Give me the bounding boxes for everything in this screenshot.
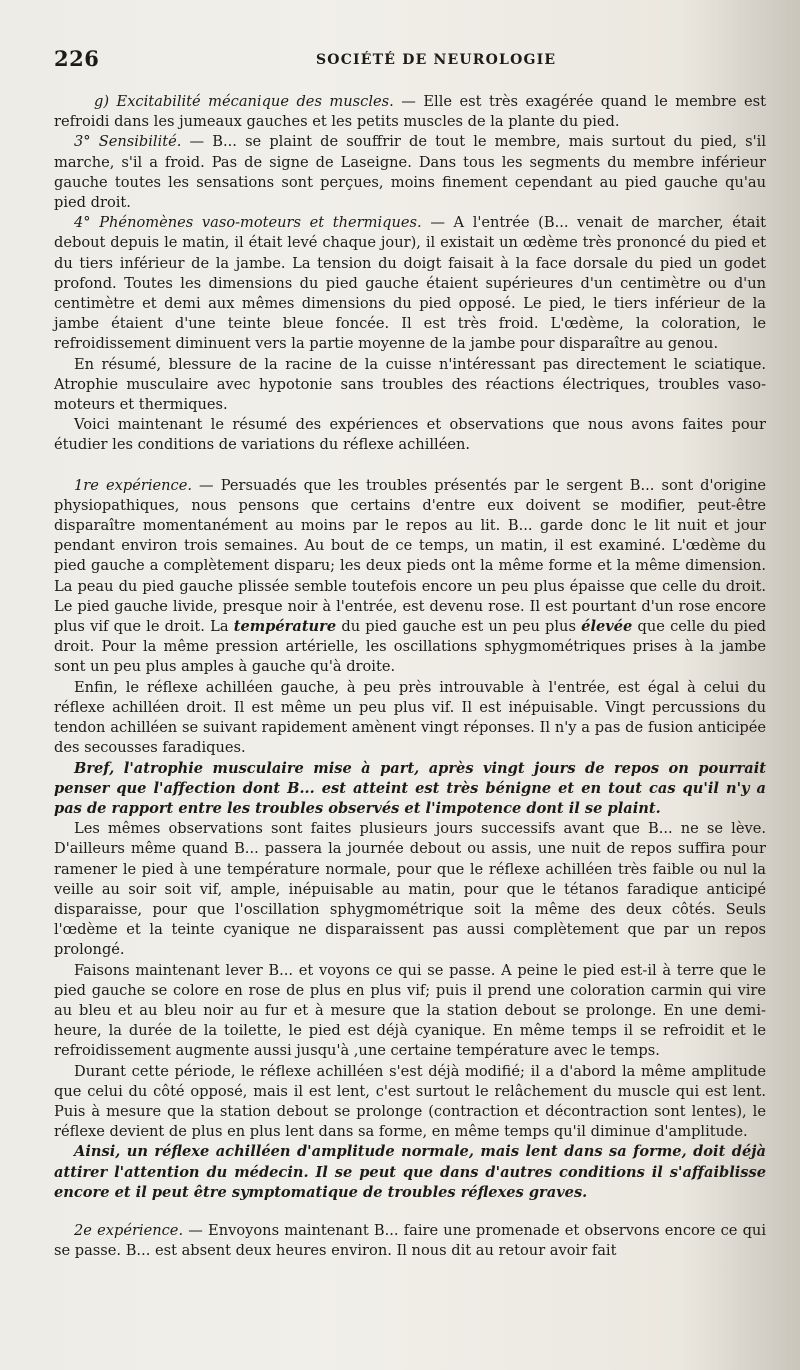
paragraph-bref-conclusion: Bref, l'atrophie musculaire mise à part, après vingt jours de repos on pourrait penser que l'affection dont B... est atteint est très bénigne et en tout cas qu'il n'y a pas de rapport entre les troubles observés et l'impotence dont il se plaint. [54,759,766,817]
paragraph-experience-1: 1re expérience. — Persuadés que les troubles présentés par le sergent B... sont d'origine physiopathiques, nous pensons que certains d'entre eux doivent se modifier, peut-être disparaître momentanément au moins par le repos au lit. B... garde donc le lit nuit et jour pendant environ trois semaines. Au bout de ce temps, un matin, il est examiné. L'œdème du pied gauche a complètement disparu; les deux pieds ont la même forme et la même dimension. La peau du pied gauche plissée semble toutefois encore un peu plus épaisse que celle du droit. Le pied gauche livide, presque noir à l'entrée, est devenu rose. Il est pourtant d'un rose encore plus vif que le droit. La température du pied gauche est un peu plus élevée que celle du pied droit. Pour la même pression artérielle, les oscillations sphygmométriques prises à la jambe sont un peu plus amples à gauche qu'à droite. [54,476,766,676]
paragraph-vaso-moteurs: 4° Phénomènes vaso-moteurs et thermiques. — A l'entrée (B... venait de marcher, était debout depuis le matin, il était levé chaque jour), il existait un œdème très prononcé du pied et du tiers inférieur de la jambe. La tension du doigt faisait à la face dorsale du pied un godet profond. Toutes les dimensions du pied gauche étaient supérieures d'un centimètre ou d'un centimètre et demi aux mêmes dimensions du pied opposé. Le pied, le tiers inférieur de la jambe étaient d'une teinte bleue foncée. Il est très froid. L'œdème, la coloration, le refroidissement diminuent vers la partie moyenne de la jambe pour disparaître au genou. [54,214,766,353]
page-header [54,46,760,74]
paragraph-intro-experiences: Voici maintenant le résumé des expériences et observations que nous avons faites pour étudier les conditions de variations du réflexe achilléen. [54,416,766,454]
paragraph-resume: En résumé, blessure de la racine de la cuisse n'intéressant pas directement le sciatique. Atrophie musculaire avec hypotonie sans troubles des réactions électriques, troubles vaso-moteurs et thermiques. [54,355,766,414]
paragraph-periode: Durant cette période, le réflexe achilléen s'est déjà modifié; il a d'abord la même amplitude que celui du côté opposé, mais il est lent, c'est surtout le relâchement du muscle qui est lent. Puis à mesure que la station debout se prolonge (contraction et décontraction sont lentes), le réflexe devient de plus en plus lent dans sa forme, en même temps qu'il diminue d'amplitude. [54,1062,766,1141]
paragraph-reflexe-gauche: Enfin, le réflexe achilléen gauche, à peu près introuvable à l'entrée, est égal à celui du réflexe achilléen droit. Il est même un peu plus vif. Il est inépuisable. Vingt percussions du tendon achilléen se suivant rapidement amènent vingt réponses. Il n'y a pas de fusion anticipée des secousses faradiques. [54,678,766,757]
section-heading: 1re expérience. [74,476,192,494]
section-heading: 4° Phénomènes vaso-moteurs et thermiques. [74,214,422,232]
section-heading: 2e expérience. [74,1221,184,1239]
body-text [54,92,766,1261]
paragraph-ainsi-conclusion: Ainsi, un réflexe achilléen d'amplitude normale, mais lent dans sa forme, doit déjà attirer l'attention du médecin. Il se peut que dans d'autres conditions il s'affaiblisse encore et il peut être symptomatique de troubles réflexes graves. [54,1143,766,1201]
section-heading: 3° Sensibilité. [74,133,182,151]
paragraph-experience-2: 2e expérience. — Envoyons maintenant B... faire une promenade et observons encore ce qui se passe. B... est absent deux heures environ. Il nous dit au retour avoir fait [54,1221,766,1260]
page-number: 226 [54,46,100,71]
paragraph-sensibilite: 3° Sensibilité. — B... se plaint de souffrir de tout le membre, mais surtout du pied, s'il marche, s'il a froid. Pas de signe de Laseigne. Dans tous les segments du membre inférieur gauche toutes les sensations sont perçues, moins finement cependant au pied gauche qu'au pied droit. [54,133,766,212]
section-heading: g) Excitabilité mécanique des muscles. [94,93,394,110]
running-title: SOCIÉTÉ DE NEUROLOGIE [316,52,557,68]
paragraph-observations: Les mêmes observations sont faites plusieurs jours successifs avant que B... ne se lève. D'ailleurs même quand B... passera la journée debout ou assis, une nuit de repos suffira pour ramener le pied à une température normale, pour que le réflexe achilléen très faible ou nul la veille au soir soit vif, ample, inépuisable au matin, pour que le tétanos faradique anticipé disparaisse, pour que l'oscillation sphygmométrique soit la même des deux côtés. Seuls l'œdème et la teinte cyanique ne disparaissent pas aussi complètement que par un repos prolongé. [54,820,766,959]
paragraph-lever: Faisons maintenant lever B... et voyons ce qui se passe. A peine le pied est-il à terre que le pied gauche se colore en rose de plus en plus vif; puis il prend une coloration carmin qui vire au bleu et au bleu noir au fur et à mesure que la station debout se prolonge. En une demi-heure, la durée de la toilette, le pied est déjà cyanique. En même temps il se refroidit et le refroidissement augmente aussi jusqu'à ,une certaine température avec le temps. [54,961,766,1060]
paragraph-excitabilite: g) Excitabilité mécanique des muscles. — Elle est très exagérée quand le membre est refroidi dans les jumeaux gauches et les petits muscles de la plante du pied. [54,93,767,131]
